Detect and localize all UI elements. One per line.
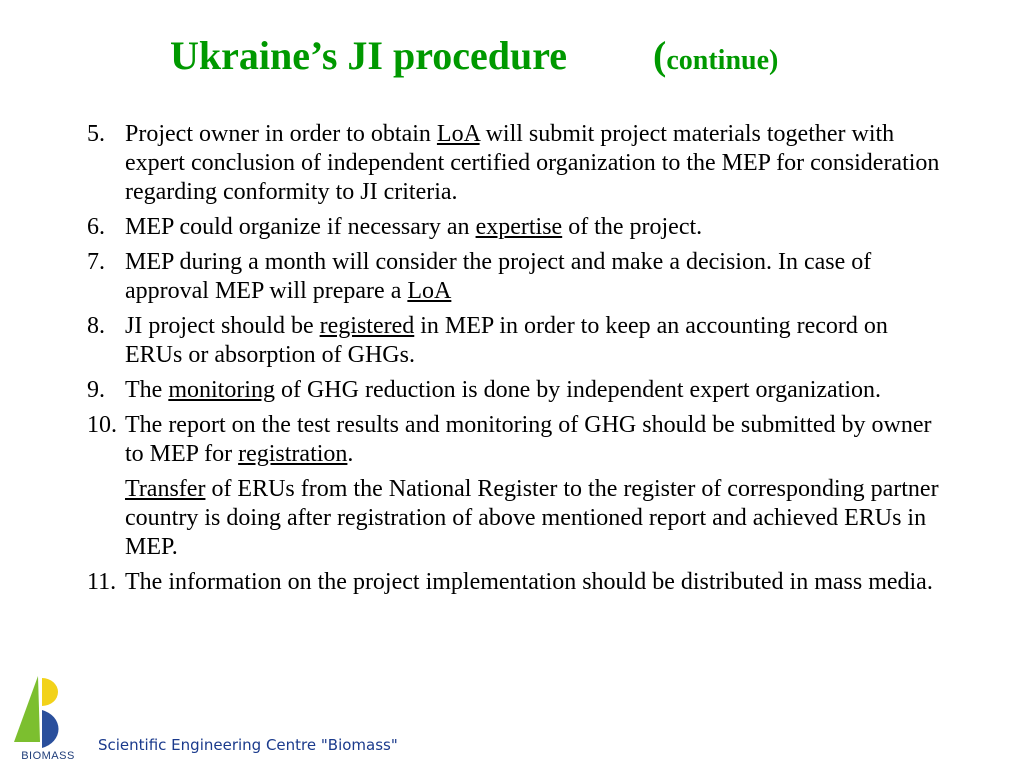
biomass-logo [8,672,84,764]
item-number: 5. [87,121,105,147]
item-text: The report on the test results and monitoring of GHG should be submitted by owner to MEP for registration. [125,412,932,467]
item-text: The monitoring of GHG reduction is done by independent expert organization. [125,377,882,403]
title-paren-open: ( [653,33,667,78]
loa-link[interactable]: LoA [407,278,452,304]
list-item-6 [87,213,947,242]
title-continue: continue [666,45,770,76]
logo-wordmark: BIOMASS [21,750,75,762]
procedure-list [87,120,947,603]
biomass-logo-icon [8,672,84,750]
list-item-8 [87,312,947,370]
list-item-5 [87,120,947,207]
list-item-7 [87,248,947,306]
slide-title [170,32,890,79]
list-item-11 [87,568,947,597]
loa-link[interactable]: LoA [436,121,480,147]
item-number: 7. [87,249,105,275]
item-text: The information on the project implementation should be distributed in mass media. [125,569,933,595]
item-number: 9. [87,377,105,403]
registered-link[interactable]: registered [319,313,415,339]
title-paren-close: ) [769,45,779,76]
item-number: 6. [87,214,105,240]
item-number: 10. [87,412,117,438]
list-item-9 [87,376,947,405]
monitoring-link[interactable]: monitoring [168,377,275,403]
expertise-link[interactable]: expertise [475,214,563,240]
item-text: MEP could organize if necessary an expertise of the project. [125,214,703,240]
item-text: MEP during a month will consider the project and make a decision. In case of approval MEP will prepare a LoA [125,249,872,304]
registration-link[interactable]: registration [238,441,348,467]
item-text: JI project should be registered in MEP in order to keep an accounting record on ERUs or absorption of GHGs. [125,313,888,368]
title-main: Ukraine’s JI procedure [170,33,568,78]
item-number: 11. [87,569,117,595]
transfer-link[interactable]: Transfer [125,476,206,502]
item-text: Project owner in order to obtain LoA will submit project materials together with expert conclusion of independent certified organization to the MEP for consideration regarding conformity to JI criteria. [125,121,940,205]
footer-organization: Scientific Engineering Centre "Biomass" [98,736,398,754]
item-number: 8. [87,313,105,339]
transfer-paragraph: Transfer of ERUs from the National Register to the register of corresponding partner country is doing after registration of above mentioned report and achieved ERUs in MEP. [125,476,939,560]
list-item-10 [87,411,947,469]
